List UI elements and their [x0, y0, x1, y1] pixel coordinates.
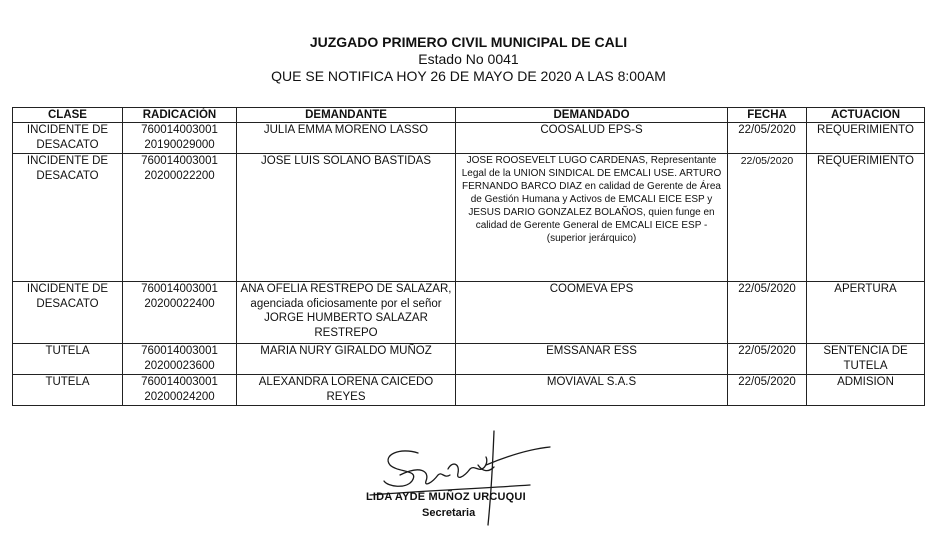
cell-clase: INCIDENTE DE DESACATO	[13, 154, 123, 282]
cell-radicacion: 760014003001 20200024200	[123, 375, 237, 406]
cell-demandado: COOSALUD EPS-S	[456, 123, 728, 154]
cell-clase: TUTELA	[13, 344, 123, 375]
signatory-name: LIDA AYDE MUÑOZ URCUQUI	[366, 491, 526, 503]
cell-clase: TUTELA	[13, 375, 123, 406]
table-row	[13, 123, 925, 154]
cell-demandado: MOVIAVAL S.A.S	[456, 375, 728, 406]
table-row	[13, 375, 925, 406]
table-header-row	[13, 108, 925, 123]
cell-fecha: 22/05/2020	[728, 282, 807, 344]
cell-actuacion: SENTENCIA DE TUTELA	[807, 344, 925, 375]
cell-demandante: ANA OFELIA RESTREPO DE SALAZAR, agenciada oficiosamente por el señor JORGE HUMBERTO SALAZAR RESTREPO	[237, 282, 456, 344]
cell-demandante: ALEXANDRA LORENA CAICEDO REYES	[237, 375, 456, 406]
column-header-actuacion: ACTUACION	[807, 108, 925, 123]
signatory-role: Secretaria	[422, 507, 476, 519]
cell-clase: INCIDENTE DE DESACATO	[13, 282, 123, 344]
cell-fecha: 22/05/2020	[728, 154, 807, 282]
cell-fecha: 22/05/2020	[728, 344, 807, 375]
cell-radicacion: 760014003001 20190029000	[123, 123, 237, 154]
cell-radicacion: 760014003001 20200022400	[123, 282, 237, 344]
cell-actuacion: REQUERIMIENTO	[807, 123, 925, 154]
cell-demandante: JOSE LUIS SOLANO BASTIDAS	[237, 154, 456, 282]
table-row	[13, 154, 925, 282]
cell-actuacion: REQUERIMIENTO	[807, 154, 925, 282]
cell-clase: INCIDENTE DE DESACATO	[13, 123, 123, 154]
column-header-fecha: FECHA	[728, 108, 807, 123]
court-title: JUZGADO PRIMERO CIVIL MUNICIPAL DE CALI	[309, 34, 628, 50]
cell-radicacion: 760014003001 20200022200	[123, 154, 237, 282]
table-row	[13, 344, 925, 375]
column-header-demandado: DEMANDADO	[456, 108, 728, 123]
column-header-clase: CLASE	[13, 108, 123, 123]
cell-demandado: EMSSANAR ESS	[456, 344, 728, 375]
cell-demandado: COOMEVA EPS	[456, 282, 728, 344]
column-header-radicacion: RADICACIÓN	[123, 108, 237, 123]
cell-actuacion: APERTURA	[807, 282, 925, 344]
cell-fecha: 22/05/2020	[728, 375, 807, 406]
estado-number: Estado No 0041	[418, 51, 519, 67]
estado-table	[12, 107, 925, 406]
table-row	[13, 282, 925, 344]
cell-fecha: 22/05/2020	[728, 123, 807, 154]
cell-radicacion: 760014003001 20200023600	[123, 344, 237, 375]
document-header	[0, 34, 937, 85]
cell-demandante: JULIA EMMA MORENO LASSO	[237, 123, 456, 154]
cell-demandado: JOSE ROOSEVELT LUGO CARDENAS, Representante Legal de la UNION SINDICAL DE EMCALI USE. ARTURO FERNANDO BARCO DIAZ en calidad de Gerente de Área de Gestión Humana y Activos de EMCALI EICE ESP y JESUS DARIO GONZALEZ BOLAÑOS, quien funge en calidad de Gerente General de EMCALI EICE ESP - (superior jerárquico)	[456, 154, 728, 282]
cell-actuacion: ADMISION	[807, 375, 925, 406]
column-header-demandante: DEMANDANTE	[237, 108, 456, 123]
notification-date: QUE SE NOTIFICA HOY 26 DE MAYO DE 2020 A LAS 8:00AM	[271, 68, 666, 84]
cell-demandante: MARIA NURY GIRALDO MUÑOZ	[237, 344, 456, 375]
